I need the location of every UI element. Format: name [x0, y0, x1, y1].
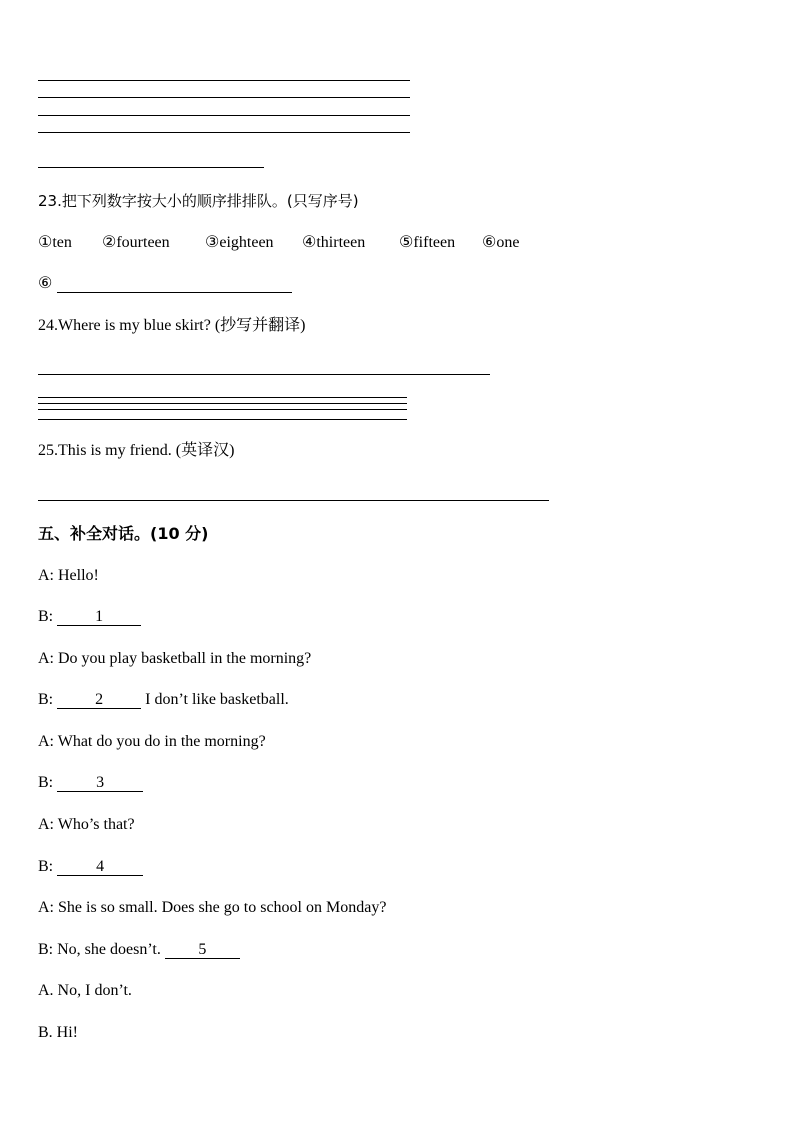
- blank-4[interactable]: 4: [57, 858, 143, 876]
- answer-line[interactable]: [38, 132, 410, 133]
- answer-line-q23[interactable]: [57, 292, 292, 293]
- writing-line[interactable]: [38, 397, 407, 398]
- dialogue-line-2: B: 1: [38, 607, 141, 627]
- choice-b: B. Hi!: [38, 1024, 78, 1041]
- option-fourteen: ②fourteen: [102, 234, 170, 251]
- blank-2[interactable]: 2: [57, 691, 141, 709]
- dialogue-line-1: A: Hello!: [38, 567, 99, 584]
- blank-5[interactable]: 5: [165, 941, 240, 959]
- answer-line[interactable]: [38, 167, 264, 168]
- option-one: ⑥one: [482, 234, 520, 251]
- answer-line-q24[interactable]: [38, 374, 490, 375]
- option-fifteen: ⑤fifteen: [399, 234, 456, 251]
- answer-line[interactable]: [38, 97, 410, 98]
- section-5-heading: 五、补全对话。(10 分): [38, 524, 209, 543]
- writing-line[interactable]: [38, 419, 407, 420]
- question-23: 23.把下列数字按大小的顺序排排队。(只写序号): [38, 192, 359, 210]
- question-25: 25.This is my friend. (英译汉): [38, 442, 235, 459]
- question-24: 24.Where is my blue skirt? (抄写并翻译): [38, 317, 306, 334]
- dialogue-line-6: B: 3: [38, 773, 143, 793]
- option-thirteen: ④thirteen: [302, 234, 366, 251]
- dialogue-line-10: B: No, she doesn’t. 5: [38, 940, 240, 960]
- blank-1[interactable]: 1: [57, 608, 141, 626]
- answer-line[interactable]: [38, 115, 410, 116]
- option-ten: ①ten: [38, 234, 72, 251]
- writing-line[interactable]: [38, 403, 407, 404]
- dialogue-line-9: A: She is so small. Does she go to school on Monday?: [38, 899, 387, 916]
- answer-line-q25[interactable]: [38, 500, 549, 501]
- writing-line[interactable]: [38, 409, 407, 410]
- dialogue-line-5: A: What do you do in the morning?: [38, 733, 266, 750]
- blank-3[interactable]: 3: [57, 774, 143, 792]
- answer-prefix: ⑥: [38, 275, 53, 292]
- dialogue-line-7: A: Who’s that?: [38, 816, 135, 833]
- choice-a: A. No, I don’t.: [38, 982, 132, 999]
- dialogue-line-3: A: Do you play basketball in the morning?: [38, 650, 312, 667]
- dialogue-line-4: B: 2 I don’t like basketball.: [38, 691, 289, 708]
- option-eighteen: ③eighteen: [205, 234, 274, 251]
- dialogue-line-8: B: 4: [38, 857, 143, 877]
- answer-line[interactable]: [38, 80, 410, 81]
